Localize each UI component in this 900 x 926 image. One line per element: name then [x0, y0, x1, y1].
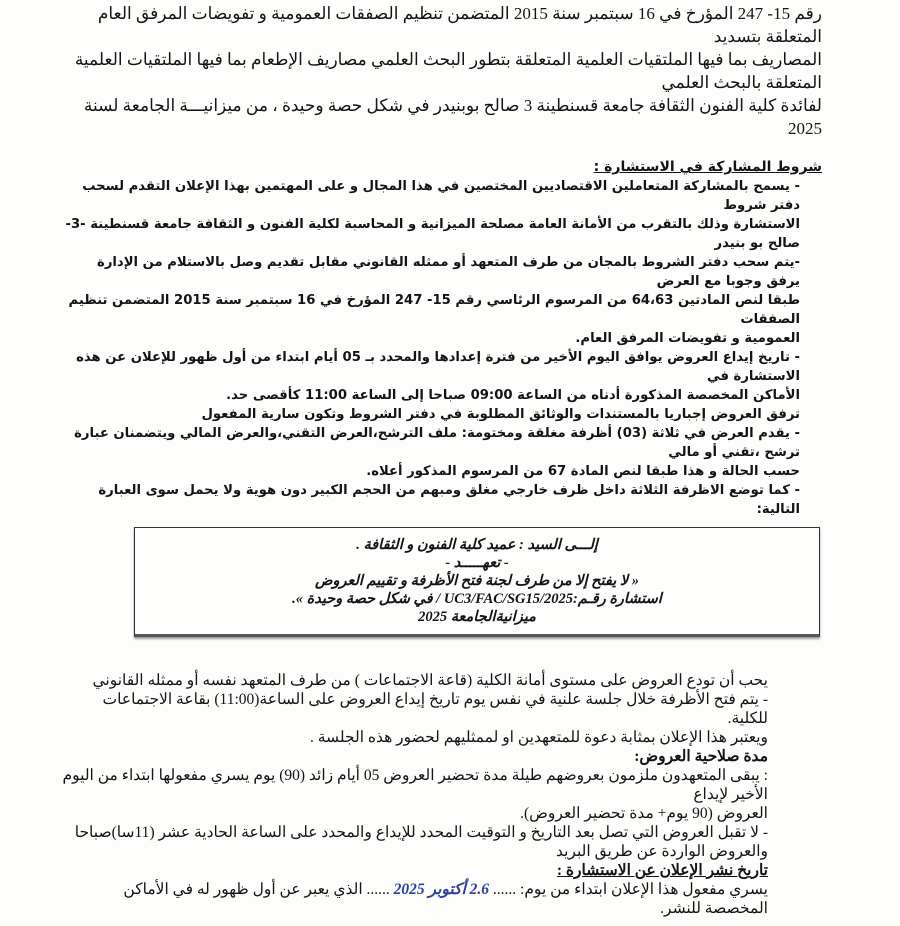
box-line: « لا يفتح إلا من طرف لجنة فتح الأظرفة و تقييم العروض: [314, 573, 640, 589]
deposit-line: - يتم فتح الأظرفة خلال جلسة علنية في نفس يوم تاريخ إيداع العروض على الساعة(11:00) بقاعة الاجتماعات للكلية.: [102, 691, 768, 727]
conditions-line: - كما توضع الاظرفة الثلاثة داخل ظرف خارجي مغلق ومبهم من الحجم الكبير دون هوية ولا يحمل سوى العبارة التالية:: [98, 483, 800, 517]
conditions-line: طبقا لنص المادتين 64،63 من المرسوم الرئاسي رقم 15- 247 المؤرخ في 16 سبتمبر سنة 2015 المتضمن تنظيم الصفقات: [68, 293, 800, 327]
validity-line: العروض (90 يوم+ مدة تحضير العروض).: [520, 805, 768, 822]
conditions-line: الأماكن المخصصة المذكورة أدناه من الساعة 09:00 صباحا إلى الساعة 11:00 كأقصى حد.: [226, 388, 800, 403]
validity-line: - لا تقبل العروض التي تصل بعد التاريخ و التوقيت المحدد للإيداع والمحدد على الساعة الحادية عشر (11سا)صباحا والعروض الواردة عن طريق البريد: [74, 824, 768, 860]
conditions-line: - يقدم العرض في ثلاثة (03) أظرفة مغلقة ومختومة: ملف الترشح،العرض التقني،والعرض المالي ويتضمنان عبارة ترشح ،تقني أو مالي: [74, 426, 800, 460]
publication-line: [60, 880, 768, 918]
deposit-line: يحب أن تودع العروض على مستوى أمانة الكلية (قاعة الاجتماعات ) من طرف المتعهد نفسه أو ممثله القانوني: [92, 672, 768, 689]
box-line: - تعهـــــد -: [445, 555, 509, 571]
conditions-heading: شروط المشاركة في الاستشارة :: [593, 159, 822, 175]
publication-line-end: ...... الذي يعبر عن أول ظهور له في الأماكن المخصصة للنشر.: [123, 881, 768, 917]
intro-line: رقم 15- 247 المؤرخ في 16 سبتمبر سنة 2015 المتضمن تنظيم الصفقات العمومية و تفويضات المرفق العام المتعلقة بتسديد: [97, 4, 822, 46]
conditions-line: الاستشارة وذلك بالتقرب من الأمانة العامة مصلحة الميزانية و المحاسبة لكلية الفنون و الثقافة جامعة قسنطينة -3- صالح بو بنيدر: [65, 217, 800, 251]
validity-heading: مدة صلاحية العروض:: [634, 748, 768, 765]
conditions-line: - تاريخ إيداع العروض يوافق اليوم الأخير من فترة إعدادها والمحدد بـ 05 أيام ابتداء من أول ظهور للإعلان عن هذه الاستشارة في: [76, 350, 800, 384]
conditions-line: العمومية و تفويضات المرفق العام.: [575, 331, 800, 346]
publication-line-start: يسري مفعول هذا الإعلان ابتداء من يوم: ......: [492, 881, 768, 898]
intro-line: المصاريف بما فيها الملتقيات العلمية المتعلقة بتطور البحث العلمي مصاريف الإطعام بما فيها الملتقيات العلمية المتعلقة بالبحث العلمي: [74, 50, 822, 92]
handwritten-date: 2.6 أكتوبر 2025: [393, 881, 490, 898]
envelope-label-box: [134, 527, 820, 637]
box-line: إلـــى السيد : عميد كلية الفنون و الثقافة .: [356, 537, 598, 553]
conditions-line: - يسمح بالمشاركة المتعاملين الاقتصاديين المختصين في هذا المجال و على المهتمين بهذا الإعلان التقدم لسحب دفتر شروط: [82, 179, 800, 213]
conditions-line: حسب الحالة و هذا طبقا لنص المادة 67 من المرسوم المذكور أعلاه.: [366, 464, 800, 479]
box-line: استشارة رقـم:UC3/FAC/SG15/2025 / في شكل حصة وحيدة ».: [292, 591, 662, 607]
intro-line: لفائدة كلية الفنون الثقافة جامعة قسنطينة 3 صالح بوبنيدر في شكل حصة وحيدة ، من ميزانيـــة الجامعة لسنة 2025: [83, 96, 822, 138]
conditions-line: -يتم سحب دفتر الشروط بالمجان من طرف المتعهد أو ممثله القانوني مقابل تقديم وصل بالاستلام من الإدارة يرفق وجوبا مع العرض: [97, 255, 800, 289]
conditions-line: ترفق العروض إجباريا بالمستندات والوثائق المطلوبة في دفتر الشروط وتكون سارية المفعول: [201, 407, 800, 422]
box-line: ميزانيةالجامعة 2025: [418, 609, 536, 625]
validity-line: : يبقى المتعهدون ملزمون بعروضهم طيلة مدة تحضير العروض 05 أيام زائد (90) يوم يسري مفعولها ابتداء من اليوم الأخير لإيداع: [62, 767, 768, 803]
publication-heading: تاريخ نشر الإعلان عن الاستشارة :: [556, 862, 768, 879]
deposit-line: ويعتبر هذا الإعلان بمثابة دعوة للمتعهدين او لممثليهم لحضور هذه الجلسة .: [309, 729, 768, 746]
